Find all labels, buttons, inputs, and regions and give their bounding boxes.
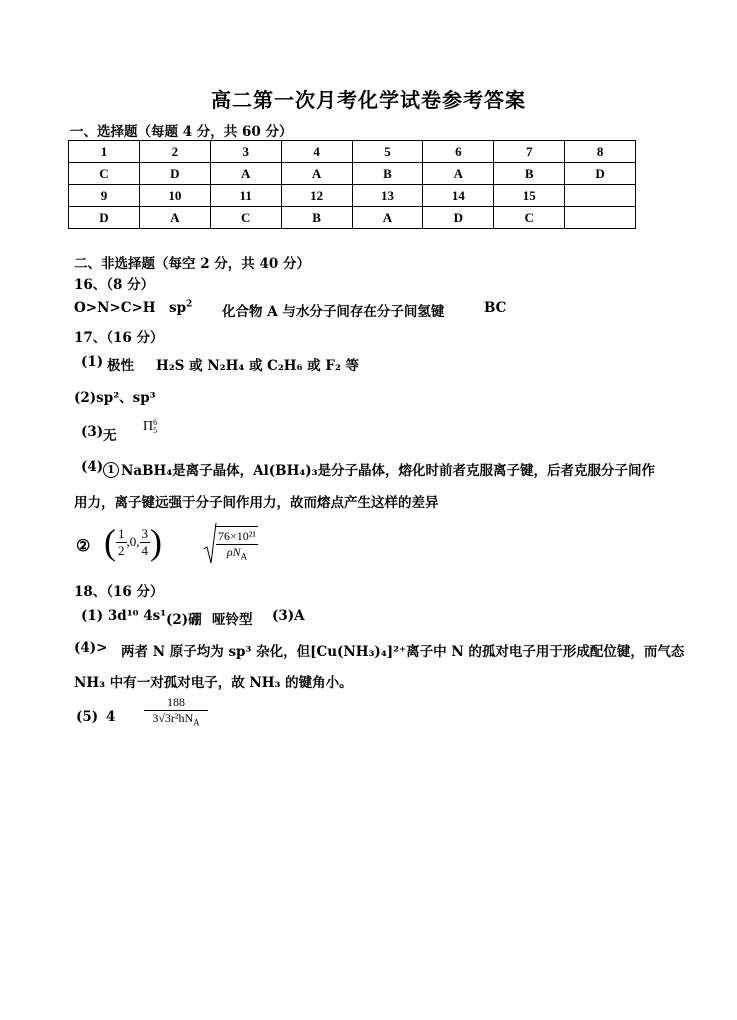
q17-p1-b: H₂S 或 N₂H₄ 或 C₂H₆ 或 F₂ 等: [156, 358, 360, 374]
table-cell: 10: [139, 185, 210, 207]
table-cell: C: [494, 207, 565, 229]
radical-sign: [203, 521, 217, 565]
circled-number-2: ②: [76, 536, 91, 555]
q17-p3-num: (3): [81, 424, 104, 440]
frac-2-num: 3: [141, 525, 148, 541]
q17-label: 17、（16 分）: [74, 330, 164, 346]
table-row: [69, 163, 636, 185]
table-cell: A: [352, 207, 423, 229]
q18-p1: (1) 3d¹⁰ 4s¹: [81, 608, 167, 624]
table-row: [69, 141, 636, 163]
q18-p2: (2)硼: [166, 612, 202, 628]
q17-p4-text2: 用力，离子键远强于分子间作用力，故而熔点产生这样的差异: [74, 495, 439, 511]
table-cell: B: [281, 207, 352, 229]
section1-heading: 一、选择题（每题 4 分，共 60 分）: [70, 124, 293, 140]
table-cell: C: [210, 207, 281, 229]
q17-p4-text1: NaBH₄是离子晶体，Al(BH₄)₃是分子晶体，熔化时前者克服离子键，后者克服分子间作: [121, 463, 656, 479]
table-cell: B: [494, 163, 565, 185]
answer-table: [68, 140, 636, 229]
root-den: ρN: [226, 545, 241, 559]
table-cell: C: [69, 163, 140, 185]
root-num: 76×10²¹: [218, 529, 256, 543]
q16-label: 16、（8 分）: [74, 277, 155, 293]
table-cell: D: [69, 207, 140, 229]
coordinate-answer: [104, 521, 162, 563]
q16-answer-2-sup: 2: [186, 299, 193, 310]
paren-left: (: [104, 522, 116, 562]
frac-1-num: 1: [118, 525, 125, 541]
p5-num: 188: [144, 695, 208, 711]
table-cell: 14: [423, 185, 494, 207]
table-cell: 11: [210, 185, 281, 207]
section2-heading: 二、非选择题（每空 2 分，共 40 分）: [74, 256, 310, 272]
table-cell: D: [423, 207, 494, 229]
q18-p2b: 哑铃型: [212, 612, 253, 628]
table-cell: 9: [69, 185, 140, 207]
pi-sub: 5: [153, 425, 158, 435]
q18-label: 18、（16 分）: [74, 584, 164, 600]
p5-den-sub: A: [193, 717, 200, 728]
q18-p5-b: 4: [106, 709, 116, 725]
table-cell: A: [210, 163, 281, 185]
cube-root-expression: [203, 521, 258, 565]
table-cell: 7: [494, 141, 565, 163]
pi-bond-notation: [143, 418, 157, 435]
coord-mid: ,0,: [126, 534, 140, 549]
pi-sup: 6: [153, 417, 158, 427]
q16-answer-2: [169, 300, 192, 316]
table-cell: A: [139, 207, 210, 229]
q17-p1-a: 极性: [107, 358, 134, 374]
q16-answer-3: 化合物 A 与水分子间存在分子间氢键: [222, 304, 445, 320]
q17-p3-a: 无: [103, 428, 117, 444]
table-cell: 4: [281, 141, 352, 163]
density-expression: [144, 695, 208, 726]
q17-p4-num: (4): [81, 459, 104, 475]
table-cell: A: [423, 163, 494, 185]
pi-symbol: Π: [143, 419, 154, 434]
q17-p2: (2)sp²、sp³: [74, 390, 156, 406]
table-cell: [565, 185, 636, 207]
root-den-sub: A: [240, 551, 248, 562]
q18-p4-a: (4)>: [74, 640, 108, 656]
frac-1-den: 2: [118, 542, 125, 558]
table-cell: B: [352, 163, 423, 185]
table-cell: 15: [494, 185, 565, 207]
table-cell: A: [281, 163, 352, 185]
q18-p5-a: (5): [76, 709, 99, 725]
table-row: [69, 207, 636, 229]
table-cell: D: [139, 163, 210, 185]
q18-p3: (3)A: [272, 608, 305, 624]
paren-right: ): [150, 522, 162, 562]
table-cell: 1: [69, 141, 140, 163]
q16-answer-2-base: sp: [169, 300, 187, 316]
page-title: 高二第一次月考化学试卷参考答案: [211, 88, 526, 112]
circled-1: 1: [103, 462, 119, 478]
q16-answer-4: BC: [484, 300, 507, 316]
table-cell: 5: [352, 141, 423, 163]
table-cell: 13: [352, 185, 423, 207]
q18-p4-text1: 两者 N 原子均为 sp³ 杂化，但[Cu(NH₃)₄]²⁺离子中 N 的孤对电子用于形成配位键，而气态: [121, 644, 685, 660]
table-cell: 2: [139, 141, 210, 163]
frac-2-den: 4: [141, 542, 148, 558]
table-cell: 6: [423, 141, 494, 163]
table-cell: D: [565, 163, 636, 185]
table-cell: [565, 207, 636, 229]
table-cell: 8: [565, 141, 636, 163]
circled-number-1: [103, 458, 119, 478]
table-row: [69, 185, 636, 207]
table-cell: 12: [281, 185, 352, 207]
q17-p1-num: (1): [81, 354, 104, 370]
table-cell: 3: [210, 141, 281, 163]
q16-answer-1: O>N>C>H: [74, 300, 156, 316]
q18-p4-text2: NH₃ 中有一对孤对电子，故 NH₃ 的键角小。: [74, 675, 353, 691]
p5-den: 3√3r²hN: [152, 711, 194, 725]
